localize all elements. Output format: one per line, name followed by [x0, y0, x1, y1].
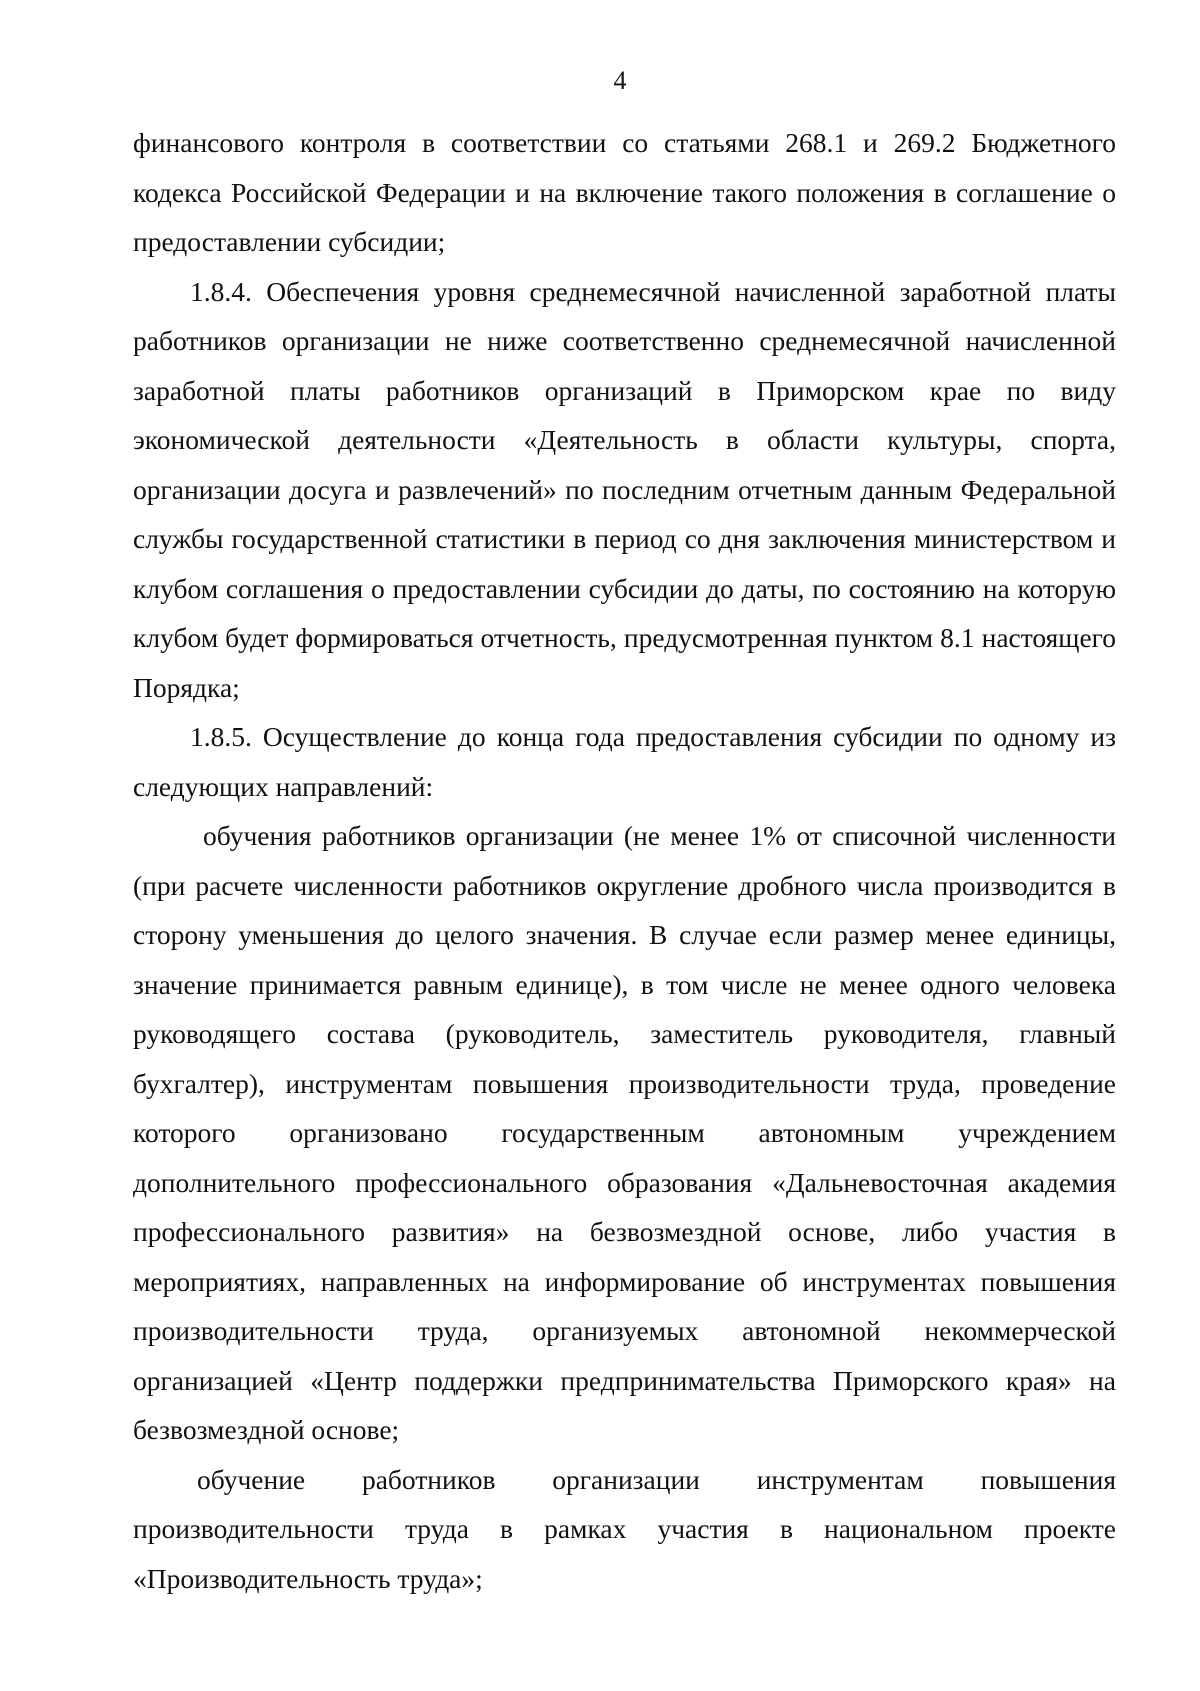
paragraph-continuation: финансового контроля в соответствии со статьями 268.1 и 269.2 Бюджетного кодекса Российской Федерации и на включение такого положения в соглашение о предоставлении субсидии; — [133, 127, 1116, 257]
paragraph-training-option-2: обучение работников организации инструментам повышения производительности труда в рамках участия в национальном проекте «Производительность труда»; — [133, 1463, 1116, 1594]
paragraph-1-8-5: 1.8.5. Осуществление до конца года предоставления субсидии по одному из следующих направлений: — [133, 721, 1116, 802]
page-number: 4 — [613, 66, 627, 95]
paragraph-1-8-4: 1.8.4. Обеспечения уровня среднемесячной начисленной заработной платы работников организации не ниже соответственно среднемесячной начисленной заработной платы работников организаций в Приморском крае по виду экономической деятельности «Деятельность в области культуры, спорта, организации досуга и развлечений» по последним отчетным данным Федеральной службы государственной статистики в период со дня заключения министерством и клубом соглашения о предоставлении субсидии до даты, по состоянию на которую клубом будет формироваться отчетность, предусмотренная пунктом 8.1 настоящего Порядка; — [133, 275, 1116, 703]
document-body — [133, 118, 1116, 1603]
paragraph-training-option-1: обучения работников организации (не менее 1% от списочной численности (при расчете численности работников округление дробного числа производится в сторону уменьшения до целого значения. В случае если размер менее единицы, значение принимается равным единице), в том числе не менее одного человека руководящего состава (руководитель, заместитель руководителя, главный бухгалтер), инструментам повышения производительности труда, проведение которого организовано государственным автономным учреждением дополнительного профессионального образования «Дальневосточная академия профессионального развития» на безвозмездной основе, либо участия в мероприятиях, направленных на информирование об инструментах повышения производительности труда, организуемых автономной некоммерческой организацией «Центр поддержки предпринимательства Приморского края» на безвозмездной основе; — [133, 820, 1116, 1445]
